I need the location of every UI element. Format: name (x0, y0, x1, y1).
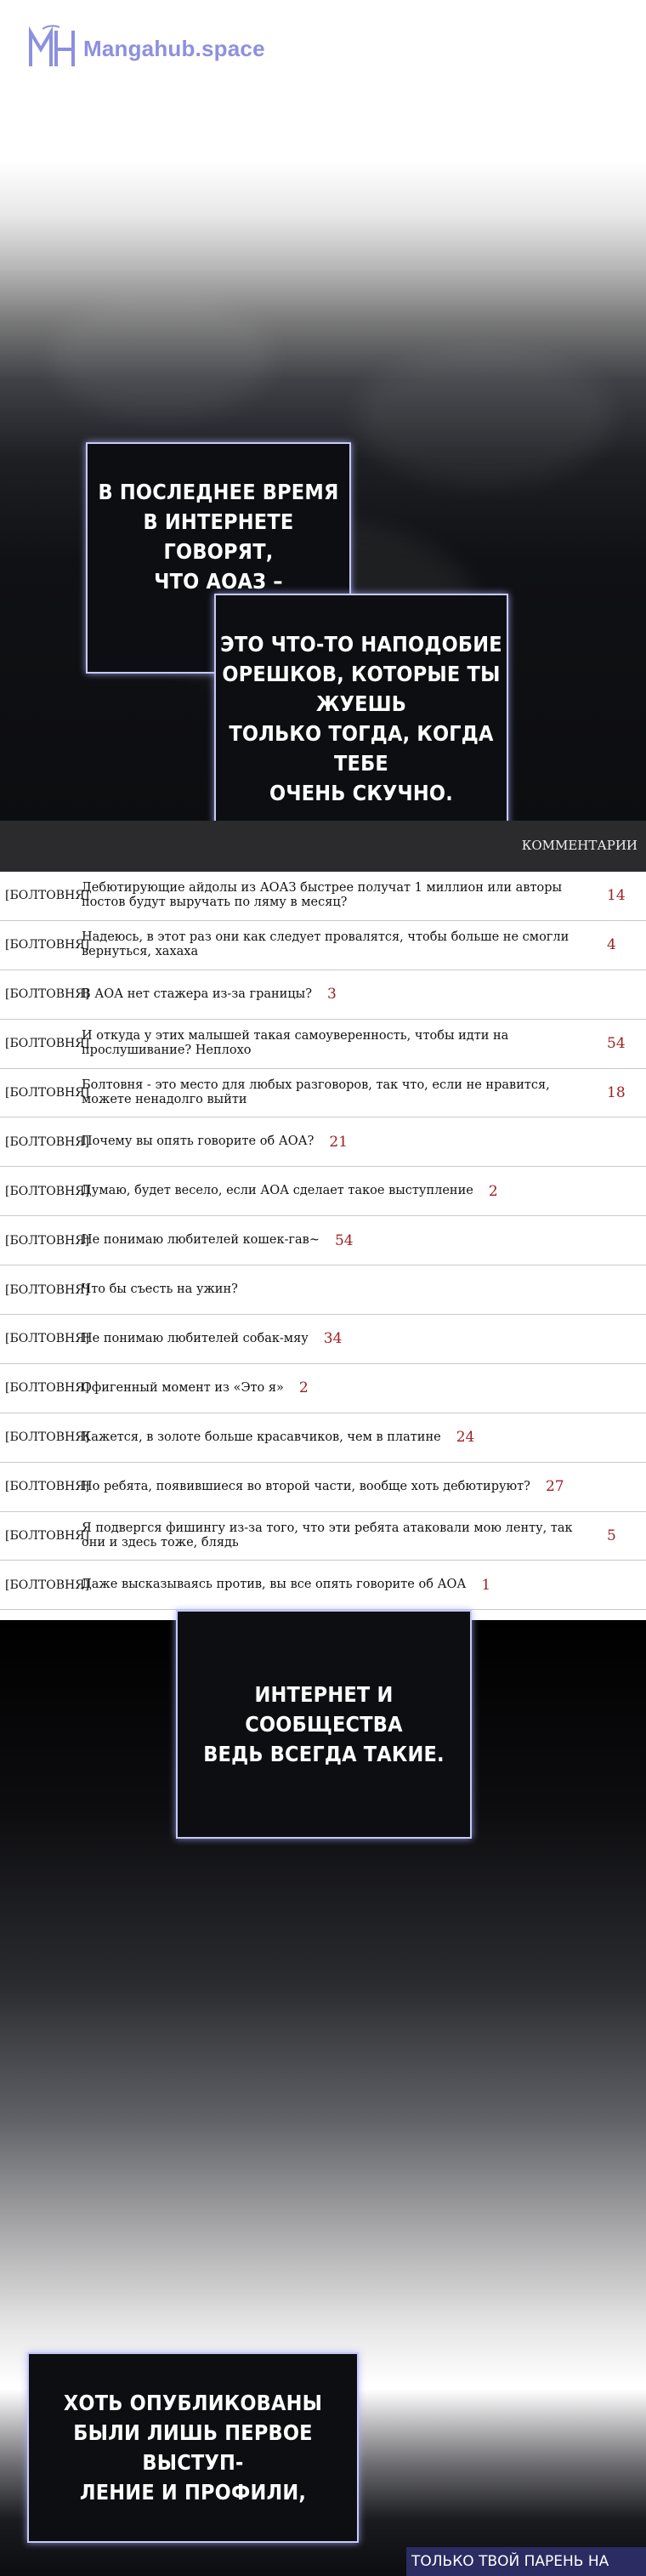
comment-title[interactable]: Кажется, в золоте больше красавчиков, чем в платине (82, 1430, 441, 1444)
comment-row[interactable] (0, 921, 646, 970)
comment-row[interactable] (0, 1315, 646, 1364)
comment-title[interactable]: Но ребята, появившиеся во второй части, вообще хоть дебютируют? (82, 1479, 530, 1493)
comment-row[interactable] (0, 1265, 646, 1315)
comment-count: 2 (298, 1379, 309, 1397)
comment-count: 18 (607, 1084, 626, 1101)
speech-box-middle (176, 1610, 472, 1839)
comment-row[interactable] (0, 1561, 646, 1610)
comment-tag: [БОЛТОВНЯ] (5, 1578, 89, 1592)
comment-title[interactable]: Что бы съесть на ужин? (82, 1282, 238, 1297)
comment-title[interactable]: Я подвергся фишингу из-за того, что эти ребята атаковали мою ленту, так они и здесь тоже, блядь (82, 1521, 573, 1550)
comment-row[interactable] (0, 1216, 646, 1265)
comment-row[interactable] (0, 1069, 646, 1118)
comment-row[interactable] (0, 872, 646, 921)
comment-title[interactable]: Думаю, будет весело, если АОА сделает такое выступление (82, 1184, 473, 1198)
comment-row[interactable] (0, 1512, 646, 1561)
comment-tag: [БОЛТОВНЯ] (5, 1282, 89, 1297)
mh-logo-icon (26, 24, 78, 73)
comment-row[interactable] (0, 1020, 646, 1069)
speech-box-bottom (214, 594, 508, 844)
watermark (26, 24, 265, 73)
comment-tag: [БОЛТОВНЯ] (5, 1430, 89, 1445)
watermark-text: Mangahub.space (83, 35, 265, 61)
comment-title[interactable]: Не понимаю любителей кошек-гав~ (82, 1233, 320, 1248)
comment-count: 14 (607, 887, 626, 905)
comment-tag: [БОЛТОВНЯ] (5, 1134, 89, 1149)
comment-title[interactable]: Офигенный момент из «Это я» (82, 1380, 284, 1395)
comment-title[interactable]: И откуда у этих малышей такая самоуверенность, чтобы идти на прослушивание? Неплохо (82, 1029, 509, 1058)
comment-row[interactable] (0, 1167, 646, 1216)
comment-count: 4 (607, 936, 616, 954)
comment-count: 34 (323, 1330, 343, 1348)
comment-tag: [БОЛТОВНЯ] (5, 1529, 89, 1544)
comment-tag: [БОЛТОВНЯ] (5, 1480, 89, 1494)
comment-tag: [БОЛТОВНЯ] (5, 987, 89, 1002)
comment-title[interactable]: Не понимаю любителей собак-мяу (82, 1331, 309, 1345)
comment-count: 24 (456, 1429, 475, 1447)
comment-count: 2 (488, 1182, 498, 1200)
comments-header: КОММЕНТАРИИ (521, 838, 638, 853)
comment-tag: [БОЛТОВНЯ] (5, 1381, 89, 1396)
comment-title[interactable]: Даже высказываясь против, вы все опять говорите об АОА (82, 1578, 467, 1592)
comment-tag: [БОЛТОВНЯ] (5, 938, 89, 952)
comment-tag: [БОЛТОВНЯ] (5, 1184, 89, 1198)
speech-text-lower: ХОТЬ ОПУБЛИКОВАНЫ БЫЛИ ЛИШЬ ПЕРВОЕ ВЫСТУП- ЛЕНИЕ И ПРОФИЛИ, (63, 2391, 323, 2505)
comment-row[interactable] (0, 970, 646, 1020)
comment-title[interactable]: Дебютирующие айдолы из АОАЗ быстрее получат 1 миллион или авторы постов будут выручать по ляму в месяц? (82, 881, 563, 910)
comment-tag: [БОЛТОВНЯ] (5, 1086, 89, 1100)
caption-box: ТОЛЬКО ТВОЙ ПАРЕНЬ НА (406, 2547, 646, 2576)
comment-count: 54 (607, 1035, 626, 1053)
comment-list (0, 872, 646, 1610)
comment-tag: [БОЛТОВНЯ] (5, 1233, 89, 1248)
comment-count: 21 (329, 1133, 348, 1151)
comment-count: 5 (607, 1527, 616, 1545)
speech-box-lower (27, 2352, 359, 2543)
comment-title[interactable]: Надеюсь, в этот раз они как следует провалятся, чтобы больше не смогли вернуться, хахаха (82, 930, 570, 959)
comment-row[interactable] (0, 1413, 646, 1463)
comment-title[interactable]: Болтовня - это место для любых разговоров, так что, если не нравится, можете ненадолго выйти (82, 1078, 550, 1106)
comment-count: 27 (545, 1478, 564, 1496)
comment-count: 3 (326, 986, 337, 1004)
comment-tag: [БОЛТОВНЯ] (5, 889, 89, 903)
comment-title[interactable]: В АОА нет стажера из-за границы? (82, 987, 312, 1001)
comment-row[interactable] (0, 1364, 646, 1413)
comment-tag: [БОЛТОВНЯ] (5, 1332, 89, 1346)
comment-tag: [БОЛТОВНЯ] (5, 1037, 89, 1051)
speech-text-middle: ИНТЕРНЕТ И СООБЩЕСТВА ВЕДЬ ВСЕГДА ТАКИЕ. (203, 1682, 445, 1766)
comment-row[interactable] (0, 1117, 646, 1167)
comment-title[interactable]: Почему вы опять говорите об АОА? (82, 1134, 314, 1149)
comment-count: 54 (334, 1231, 354, 1249)
comment-count: 1 (481, 1576, 491, 1594)
speech-text-top: В ПОСЛЕДНЕЕ ВРЕМЯ В ИНТЕРНЕТЕ ГОВОРЯТ, ЧТО АОАЗ – (98, 480, 339, 594)
comment-row[interactable] (0, 1463, 646, 1512)
speech-text-bottom: ЭТО ЧТО-ТО НАПОДОБИЕ ОРЕШКОВ, КОТОРЫЕ ТЫ ЖУЕШЬ ТОЛЬКО ТОГДА, КОГДА ТЕБЕ ОЧЕНЬ СКУЧНО. (220, 632, 502, 805)
